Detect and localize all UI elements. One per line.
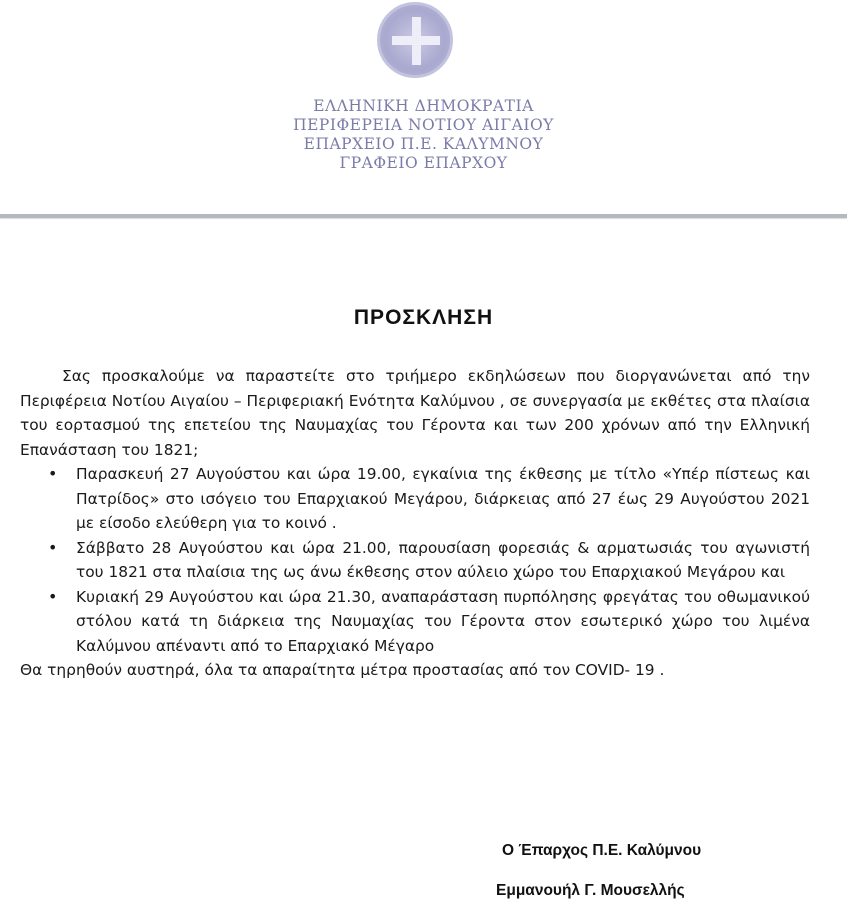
document-title: ΠΡΟΣΚΛΗΣΗ [353, 306, 494, 329]
letterhead-line-prefecture: ΕΠΑΡΧΕΙΟ Π.Ε. ΚΑΛΥΜΝΟΥ [303, 135, 544, 153]
event-item-friday: • Παρασκευή 27 Αυγούστου και ώρα 19.00, εγκαίνια της έκθεσης με τίτλο «Υπέρ πίστεως και Πατρίδος» στο ισόγειο του Επαρχιακού Μεγάρου, διάρκειας από 27 έως 29 Αυγούστου 2021 με είσοδο ελεύθερη για το κοινό . [76, 462, 810, 536]
signature-name: Εμμανουήλ Γ. Μουσελλής [496, 882, 685, 899]
signature-role: Ο Έπαρχος Π.Ε. Καλύμνου [502, 842, 702, 859]
header-divider [0, 214, 847, 218]
closing-note: Θα τηρηθούν αυστηρά, όλα τα απαραίτητα μέτρα προστασίας από τον COVID- 19 . [20, 661, 665, 679]
event-item-sunday: • Κυριακή 29 Αυγούστου και ώρα 21.30, αναπαράσταση πυρπόλησης φρεγάτας του οθωμανικού στόλου κατά τη διάρκεια της Ναυμαχίας του Γέροντα στον εσωτερικό χώρο του λιμένα Καλύμνου απέναντι από το Επαρχιακό Μέγαρο [76, 585, 810, 659]
greek-coat-of-arms-icon [377, 2, 453, 78]
event-item-saturday: • Σάββατο 28 Αυγούστου και ώρα 21.00, παρουσίαση φορεσιάς & αρματωσιάς του αγωνιστή του 1821 στα πλαίσια της ως άνω έκθεσης στον αύλειο χώρο του Επαρχιακού Μεγάρου και [76, 536, 810, 585]
letterhead-line-region: ΠΕΡΙΦΕΡΕΙΑ ΝΟΤΙΟΥ ΑΙΓΑΙΟΥ [293, 116, 554, 134]
events-list [20, 462, 810, 658]
emblem-cross-horizontal [392, 36, 440, 45]
letterhead-line-office: ΓΡΑΦΕΙΟ ΕΠΑΡΧΟΥ [339, 154, 508, 172]
signature-block [496, 842, 701, 900]
letterhead-line-republic: ΕΛΛΗΝΙΚΗ ΔΗΜΟΚΡΑΤΙΑ [313, 97, 534, 115]
letterhead [0, 97, 847, 173]
document-body [20, 364, 810, 683]
intro-paragraph: Σας προσκαλούμε να παραστείτε στο τριήμερο εκδηλώσεων που διοργανώνεται από την Περιφέρεια Νοτίου Αιγαίου – Περιφεριακή Ενότητα Καλύμνου , σε συνεργασία με εκθέτες στα πλαίσια του εορτασμού της επετείου της Ναυμαχίας του Γέροντα και των 200 χρόνων από την Ελληνική Επανάσταση του 1821; [20, 367, 810, 459]
